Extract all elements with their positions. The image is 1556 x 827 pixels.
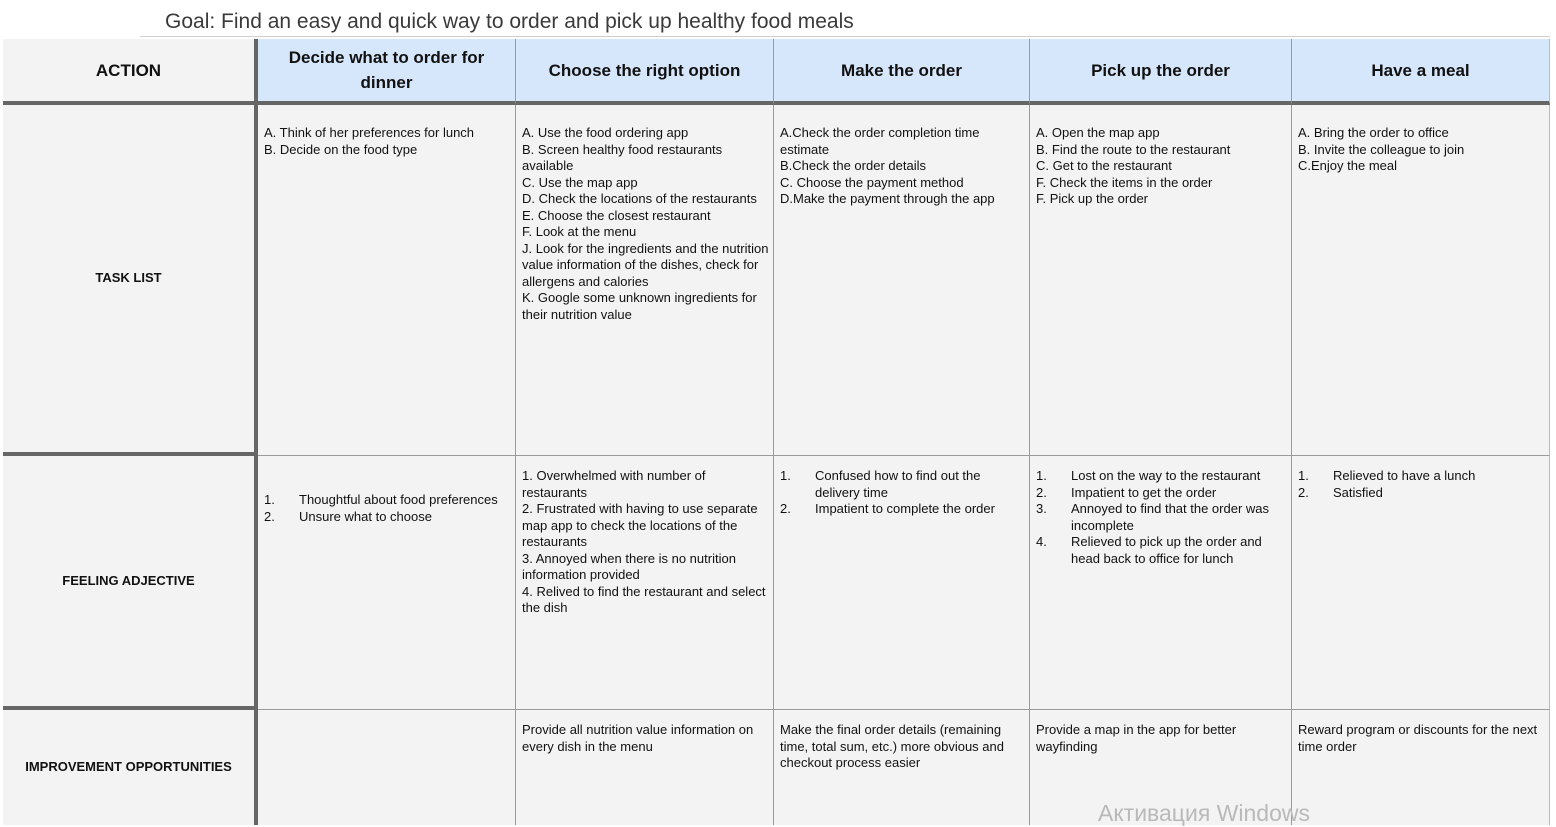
list-text: Confused how to find out the delivery time [815,468,981,500]
feeling-cell-have-meal [1292,456,1550,710]
list-item: A. Open the map app [1036,125,1160,140]
list-item [1036,468,1287,485]
list-item: B. Decide on the food type [264,141,418,157]
list-item: J. Look for the ingredients and the nutrition value information of the dishes, check for allergens and calories [522,240,769,289]
list-item: A. Use the food ordering app [522,125,689,140]
list-number: 1. [1298,468,1309,483]
list-item: 4. Relived to find the restaurant and select the dish [522,583,766,615]
list-item: D.Make the payment through the app [780,191,995,206]
feeling-cell-decide [258,456,516,710]
list-item [1036,501,1287,534]
list-item: B.Check the order details [780,158,926,173]
task-cell-make-order [774,105,1030,456]
list-item: E. Choose the closest restaurant [522,207,711,223]
row-label-improvement: IMPROVEMENT OPPORTUNITIES [3,710,258,825]
list-text: Relieved to pick up the order and head back to office for lunch [1071,534,1262,566]
list-item [264,509,511,526]
list-text: Relieved to have a lunch [1333,468,1476,483]
list-text: Lost on the way to the restaurant [1071,468,1261,483]
feeling-cell-choose [516,456,774,710]
list-number: 1. [780,468,791,483]
header-decide: Decide what to order for dinner [258,39,516,105]
improvement-cell-decide [258,710,516,825]
list-item: F. Pick up the order [1036,191,1148,206]
row-label-feeling: FEELING ADJECTIVE [3,456,258,710]
improvement-cell-pick-up: Provide a map in the app for better wayfinding [1030,710,1292,825]
list-item [1298,485,1545,502]
list-text: Annoyed to find that the order was incomplete [1071,501,1270,533]
list-item: 3. Annoyed when there is no nutrition information provided [522,550,736,582]
list-item [1036,485,1287,502]
task-cell-decide [258,105,516,456]
goal-title: Goal: Find an easy and quick way to order and pick up healthy food meals [165,10,854,33]
list-number: 2. [780,501,791,516]
task-cell-have-meal [1292,105,1550,456]
list-number: 2. [1298,484,1309,500]
header-pick-up: Pick up the order [1030,39,1292,105]
list-item: B. Find the route to the restaurant [1036,141,1231,157]
list-item: C. Use the map app [522,174,638,190]
windows-activation-watermark: Активация Windows [1098,800,1310,826]
header-action: ACTION [3,39,258,105]
list-item: B. Invite the colleague to join [1298,141,1465,157]
list-item: F. Look at the menu [522,224,637,239]
list-item: C. Get to the restaurant [1036,158,1172,173]
list-item: C. Choose the payment method [780,174,964,190]
list-item: A. Think of her preferences for lunch [264,125,475,140]
list-item [1298,468,1545,485]
improvement-cell-make-order: Make the final order details (remaining time, total sum, etc.) more obvious and checkout process easier [774,710,1030,825]
list-item: D. Check the locations of the restaurants [522,191,757,206]
row-label-task-list: TASK LIST [3,105,258,456]
list-text: Impatient to get the order [1071,484,1217,500]
feeling-cell-make-order [774,456,1030,710]
list-text: Unsure what to choose [299,508,432,524]
journey-map-table [3,39,1550,825]
list-item: K. Google some unknown ingredients for their nutrition value [522,290,757,322]
task-cell-choose [516,105,774,456]
list-number: 4. [1036,534,1047,549]
improvement-cell-have-meal: Reward program or discounts for the next time order [1292,710,1550,825]
improvement-cell-choose: Provide all nutrition value information on every dish in the menu [516,710,774,825]
header-choose: Choose the right option [516,39,774,105]
list-item: B. Screen healthy food restaurants available [522,141,723,173]
list-item: 1. Overwhelmed with number of restaurants [522,468,706,500]
task-cell-pick-up [1030,105,1292,456]
feeling-cell-pick-up [1030,456,1292,710]
list-number: 2. [1036,484,1047,500]
list-item [780,468,1025,501]
list-item: C.Enjoy the meal [1298,158,1397,173]
list-item: A.Check the order completion time estimate [780,125,980,157]
list-text: Impatient to complete the order [815,501,995,516]
list-number: 2. [264,508,275,524]
header-make-order: Make the order [774,39,1030,105]
list-item [264,492,511,509]
list-item: 2. Frustrated with having to use separate map app to check the locations of the restaurants [522,501,758,549]
list-item [1036,534,1287,567]
list-item: A. Bring the order to office [1298,125,1449,140]
list-number: 1. [1036,468,1047,483]
divider [140,36,1550,37]
list-text: Thoughtful about food preferences [299,492,498,507]
list-number: 1. [264,492,275,507]
list-number: 3. [1036,501,1047,516]
list-item: F. Check the items in the order [1036,174,1213,190]
header-have-meal: Have a meal [1292,39,1550,105]
list-item [780,501,1025,518]
list-text: Satisfied [1333,484,1383,500]
